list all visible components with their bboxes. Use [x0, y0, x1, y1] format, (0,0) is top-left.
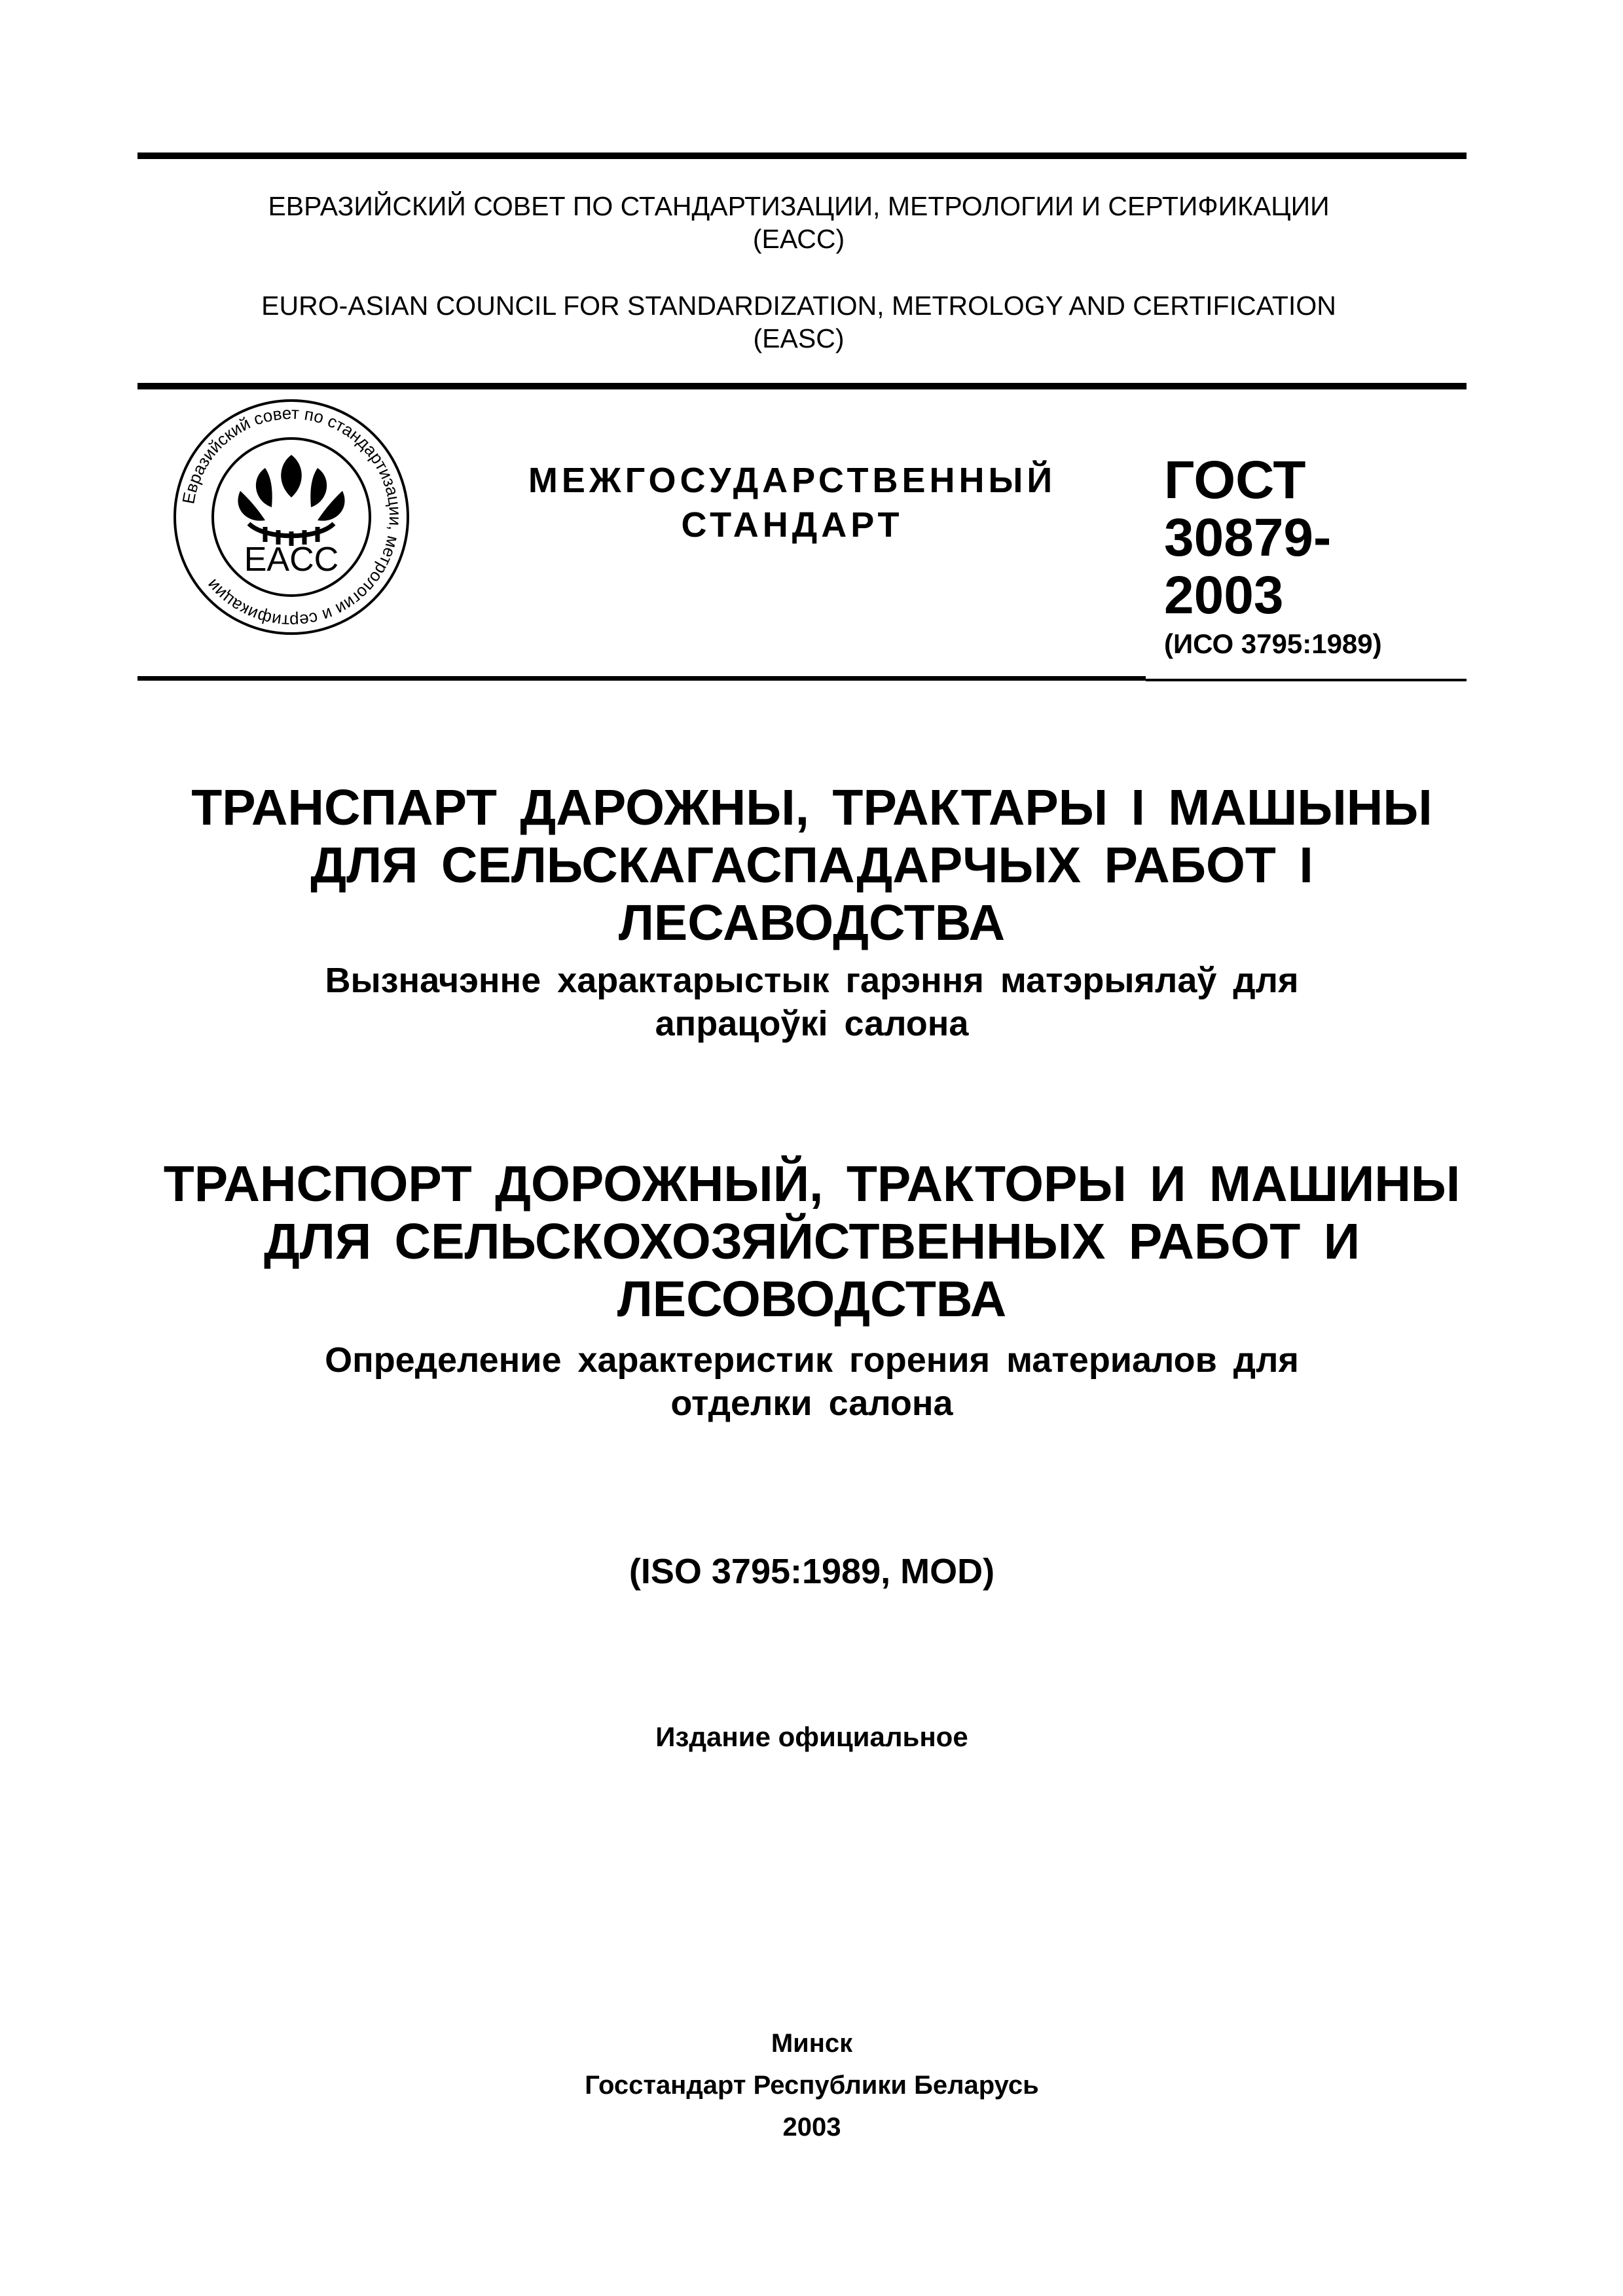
subtitle-be-line1: Вызначэнне характарыстык гарэння матэрыялаў для — [325, 961, 1299, 1000]
title-belarusian — [98, 779, 1525, 952]
imprint-year: 2003 — [782, 2113, 841, 2142]
standard-label-line1: МЕЖГОСУДАРСТВЕННЫЙ — [528, 461, 1057, 500]
top-rule — [137, 152, 1467, 159]
title-ru-line1: ТРАНСПОРТ ДОРОЖНЫЙ, ТРАКТОРЫ И МАШИНЫ — [163, 1156, 1461, 1212]
gost-code — [1164, 452, 1331, 624]
council-ru-name: ЕВРАЗИЙСКИЙ СОВЕТ ПО СТАНДАРТИЗАЦИИ, МЕТРОЛОГИИ И СЕРТИФИКАЦИИ — [268, 191, 1330, 221]
subtitle-ru-line1: Определение характеристик горения материалов для — [325, 1340, 1299, 1380]
iso-mod-reference: (ISO 3795:1989, MOD) — [629, 1552, 995, 1591]
subtitle-russian — [98, 1338, 1525, 1425]
subtitle-belarusian — [98, 959, 1525, 1045]
title-ru-line2: ДЛЯ СЕЛЬСКОХОЗЯЙСТВЕННЫХ РАБОТ И — [263, 1213, 1360, 1270]
title-be-line3: ЛЕСАВОДСТВА — [618, 895, 1006, 951]
standard-rule-right — [1146, 679, 1467, 681]
imprint-publisher: Госстандарт Республики Беларусь — [585, 2071, 1039, 2100]
council-ru — [137, 190, 1460, 255]
easc-emblem-icon — [167, 393, 416, 641]
subtitle-ru-line2: отделки салона — [670, 1384, 953, 1423]
subtitle-be-line2: апрацоўкі салона — [655, 1004, 969, 1043]
council-en-name: EURO-ASIAN COUNCIL FOR STANDARDIZATION, METROLOGY AND CERTIFICATION — [261, 291, 1336, 321]
gost-code-line1: ГОСТ — [1164, 450, 1306, 510]
logo-abbr: EACC — [244, 541, 339, 579]
imprint — [98, 2022, 1525, 2148]
standard-label-line2: СТАНДАРТ — [681, 505, 903, 545]
logo-ring-text: Евразийский совет по стандартизации, метрологии и сертификации — [178, 403, 406, 632]
header-rule — [137, 383, 1467, 389]
council-en-abbr: (EASC) — [753, 323, 845, 353]
title-ru-line3: ЛЕСОВОДСТВА — [617, 1271, 1007, 1327]
standard-rule-left — [137, 676, 1146, 681]
gost-code-line2: 30879- — [1164, 508, 1332, 567]
council-ru-abbr: (ЕАСС) — [752, 224, 845, 254]
title-russian — [98, 1155, 1525, 1328]
iso-reference: (ИСО 3795:1989) — [1164, 628, 1382, 659]
imprint-city: Минск — [771, 2029, 853, 2058]
council-en — [137, 289, 1460, 355]
title-be-line1: ТРАНСПАРТ ДАРОЖНЫ, ТРАКТАРЫ І МАШЫНЫ — [191, 780, 1432, 836]
title-be-line2: ДЛЯ СЕЛЬСКАГАСПАДАРЧЫХ РАБОТ І — [310, 837, 1313, 893]
gost-code-line3: 2003 — [1164, 565, 1284, 625]
standard-label — [498, 458, 1087, 547]
edition-note: Издание официальное — [655, 1721, 968, 1752]
